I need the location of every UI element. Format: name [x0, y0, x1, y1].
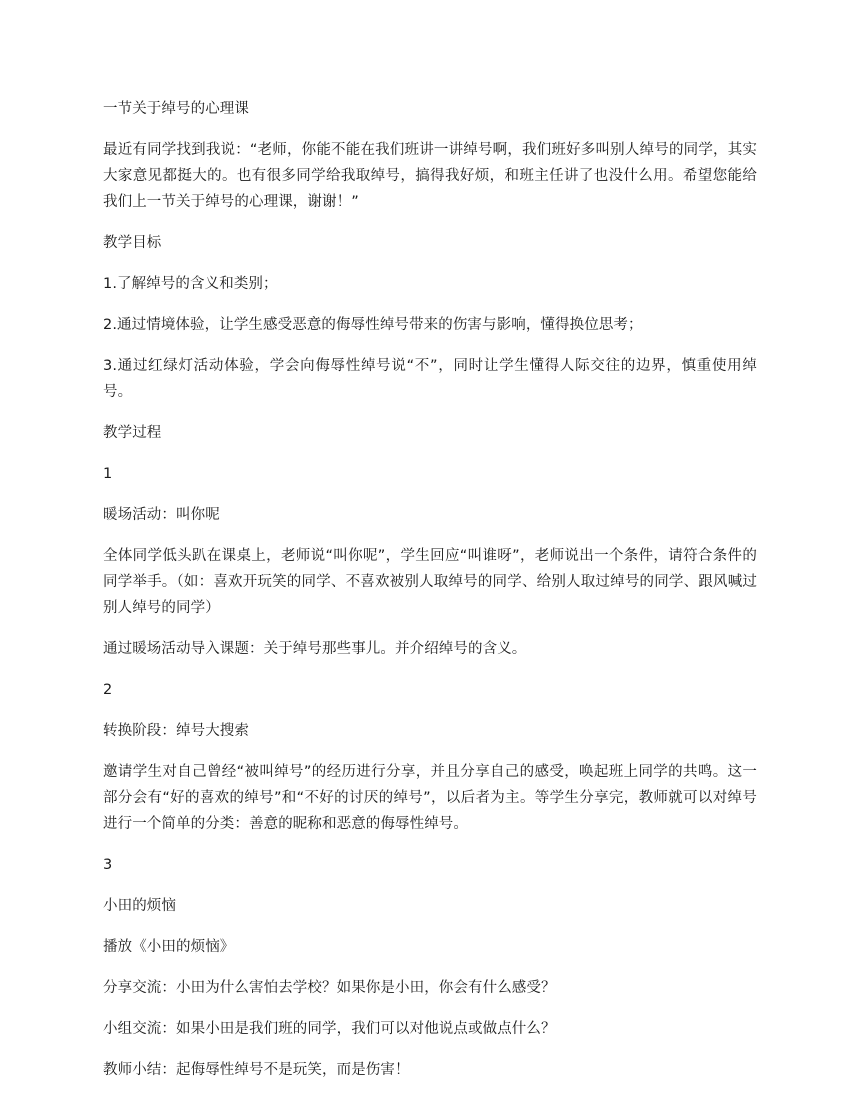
step-body-2: 邀请学生对自己曾经“被叫绰号”的经历进行分享，并且分享自己的感受，唤起班上同学的共鸣。这一部分会有“好的喜欢的绰号”和“不好的讨厌的绰号”，以后者为主。等学生分享完，教师就可以对绰号进行一个简单的分类：善意的昵称和恶意的侮辱性绰号。	[103, 764, 757, 832]
step-body-1a: 全体同学低头趴在课桌上，老师说“叫你呢”，学生回应“叫谁呀”，老师说出一个条件，请符合条件的同学举手。（如：喜欢开玩笑的同学、不喜欢被别人取绰号的同学、给别人取过绰号的同学、跟风喊过别人绰号的同学）	[103, 548, 757, 616]
section-heading-goals: 教学目标	[103, 235, 162, 251]
document-body	[103, 96, 757, 1098]
step-number-2: 2	[103, 682, 113, 698]
step-body-3c: 小组交流：如果小田是我们班的同学，我们可以对他说点或做点什么？	[103, 1021, 556, 1037]
step-title-2: 转换阶段：绰号大搜索	[103, 723, 249, 739]
step-number-1: 1	[103, 466, 113, 482]
document-title: 一节关于绰号的心理课	[103, 101, 249, 117]
step-body-3d: 教师小结：起侮辱性绰号不是玩笑，而是伤害！	[103, 1062, 410, 1078]
goal-item-3: 3.通过红绿灯活动体验，学会向侮辱性绰号说“不”，同时让学生懂得人际交往的边界，慎重使用绰号。	[103, 358, 757, 400]
goal-item-2: 2.通过情境体验，让学生感受恶意的侮辱性绰号带来的伤害与影响，懂得换位思考；	[103, 317, 643, 333]
step-body-1b: 通过暖场活动导入课题：关于绰号那些事儿。并介绍绰号的含义。	[103, 641, 527, 657]
step-body-3b: 分享交流：小田为什么害怕去学校？如果你是小田，你会有什么感受？	[103, 980, 556, 996]
step-body-3a: 播放《小田的烦恼》	[103, 939, 235, 955]
step-number-3: 3	[103, 857, 113, 873]
step-title-3: 小田的烦恼	[103, 898, 176, 914]
step-title-1: 暖场活动：叫你呢	[103, 507, 220, 523]
intro-paragraph: 最近有同学找到我说：“老师，你能不能在我们班讲一讲绰号啊，我们班好多叫别人绰号的同学，其实大家意见都挺大的。也有很多同学给我取绰号，搞得我好烦，和班主任讲了也没什么用。希望您能给我们上一节关于绰号的心理课，谢谢！”	[103, 142, 757, 210]
section-heading-process: 教学过程	[103, 425, 162, 441]
goal-item-1: 1.了解绰号的含义和类别；	[103, 276, 278, 292]
